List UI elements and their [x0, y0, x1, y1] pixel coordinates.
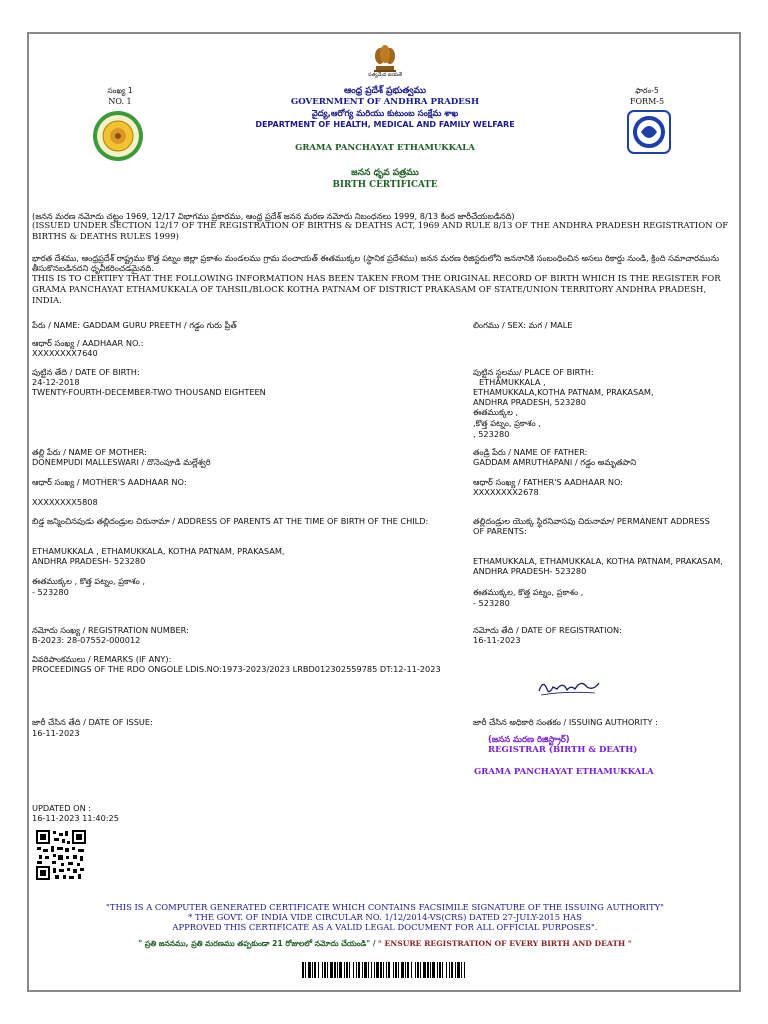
remarks-value: PROCEEDINGS OF THE RDO ONGOLE LDIS.NO:1973-2023/2023 LRBD012302559785 DT:12-11-2023 [32, 664, 441, 674]
sex-value: మగ / MALE [528, 320, 573, 330]
pob-line: ETHAMUKKALA , [479, 377, 546, 387]
address-at-birth-line: ఈతముక్కల , కొత్త పట్నం, ప్రకాశం , [32, 576, 145, 586]
certify-english: THIS IS TO CERTIFY THAT THE FOLLOWING INFORMATION HAS BEEN TAKEN FROM THE ORIGINAL RECORD OF BIRTH WHICH IS THE REGISTER FOR GRAMA PANCHAYAT ETHAMUKKALA OF TAHSIL/BLOCK KOTHA PATNAM OF DISTRICT PRAKASAM OF STATE/UNION TERRITORY ANDHRA PRADESH, INDIA. [32, 274, 721, 306]
department-english: DEPARTMENT OF HEALTH, MEDICAL AND FAMILY WELFARE [255, 120, 515, 129]
certificate-title-english: BIRTH CERTIFICATE [332, 180, 438, 190]
updated-on-value: 16-11-2023 11:40:25 [32, 813, 119, 823]
pob-line: , 523280 [473, 429, 510, 439]
issue-date-label: జారీ చేసిన తేది / DATE OF ISSUE: [32, 717, 153, 727]
qr-code-icon [35, 829, 87, 881]
pob-line: ,కొత్త పట్నం, ప్రకాశం , [473, 418, 541, 428]
national-emblem-icon [370, 42, 400, 74]
registrar-english: REGISTRAR (BIRTH & DEATH) [488, 745, 638, 755]
registration-number-label: నమోదు సంఖ్య / REGISTRATION NUMBER: [32, 625, 189, 635]
department-telugu: వైద్య,ఆరోగ్య మరియు కుటుంబ సంక్షేమ శాఖ [311, 109, 459, 119]
form-telugu: ఫారం-5 [635, 86, 659, 95]
authority-panchayat: GRAMA PANCHAYAT ETHAMUKKALA [474, 767, 654, 777]
footer-computer-generated: "THIS IS A COMPUTER GENERATED CERTIFICATE WHICH CONTAINS FACSIMILE SIGNATURE OF THE ISSUING AUTHORITY" [106, 902, 664, 912]
address-at-birth-line: - 523280 [32, 587, 69, 597]
certificate-title-telugu: జనన ధృవ పత్రము [351, 168, 419, 178]
father-aadhaar-value: XXXXXXXX2678 [473, 487, 539, 497]
name-row [32, 320, 457, 330]
issued-under-telugu: (జనన మరణ నమోదు చట్టం 1969, 12/17 విభాగము ప్రకారము, ఆంధ్ర ప్రదేశ్ జనన మరణ నమోదు నిబంధనలు 1999, 8/13 కింద జారీచేయబడినది) [32, 211, 515, 221]
pob-line: ETHAMUKKALA,KOTHA PATNAM, PRAKASAM, [473, 387, 654, 397]
permanent-address-line: ETHAMUKKALA, ETHAMUKKALA, KOTHA PATNAM, PRAKASAM, [473, 556, 723, 566]
government-english: GOVERNMENT OF ANDHRA PRADESH [290, 97, 480, 107]
name-value: GADDAM GURU PREETH / గడ్డం గురు ప్రీత్ [82, 320, 237, 330]
issue-date-value: 16-11-2023 [32, 728, 80, 738]
ap-state-seal-icon [92, 110, 144, 162]
government-telugu: ఆంధ్ర ప్రదేశ్ ప్రభుత్వము [343, 86, 427, 96]
address-at-birth-line: ANDHRA PRADESH- 523280 [32, 556, 146, 566]
permanent-address-line: - 523280 [473, 598, 510, 608]
updated-on-label: UPDATED ON : [32, 803, 92, 813]
slogan-english: " ENSURE REGISTRATION OF EVERY BIRTH AND DEATH " [377, 939, 632, 948]
name-label: పేరు / NAME: [32, 320, 81, 330]
form-english: FORM-5 [629, 97, 665, 106]
mother-value: DONEMPUDI MALLESWARI / దొనెంపూడి మల్లేశ్వరి [32, 457, 211, 467]
address-at-birth-label: బిడ్డ జన్మించినపుడు తల్లిదండ్రుల చిరునామా / ADDRESS OF PARENTS AT THE TIME OF BIRTH OF THE CHILD: [32, 516, 429, 526]
remarks-label: వివరిపాంకములు / REMARKS (IF ANY): [32, 654, 172, 664]
slogan-telugu: " ప్రతి జననము, ప్రతి మరణము తప్పకుండా 21 రోజులలో నమోదు చేయండి" / [138, 939, 376, 948]
barcode-icon [302, 962, 467, 978]
dob-words: TWENTY-FOURTH-DECEMBER-TWO THOUSAND EIGHTEEN [32, 387, 266, 397]
no-english: NO. 1 [108, 97, 132, 106]
sex-row [473, 320, 723, 330]
no-telugu: సంఖ్య 1 [107, 86, 133, 95]
dob-value: 24-12-2018 [32, 377, 80, 387]
permanent-address-label: తల్లిదండ్రుల యొక్క స్థిరనివాసపు చిరునామా/ PERMANENT ADDRESS OF PARENTS: [473, 516, 710, 536]
footer-approval: APPROVED THIS CERTIFICATE AS A VALID LEGAL DOCUMENT FOR ALL OFFICIAL PURPOSES". [172, 922, 598, 932]
crs-logo-icon [627, 110, 671, 154]
footer-slogan [90, 939, 680, 949]
issued-under-english: (ISSUED UNDER SECTION 12/17 OF THE REGISTRATION OF BIRTHS & DEATHS ACT, 1969 AND RULE 8/13 OF THE ANDHRA PRADESH REGISTRATION OF BIRTHS & DEATHS RULES 1999) [32, 221, 729, 242]
pob-label: పుట్టిన స్థలము/ PLACE OF BIRTH: [473, 367, 594, 377]
pob-line: ANDHRA PRADESH, 523280 [473, 397, 586, 407]
aadhaar-label: ఆధార్ సంఖ్య / AADHAAR NO.: [32, 338, 144, 348]
certify-telugu: భారత దేశము, ఆంధ్రప్రదేశ్ రాష్ట్రము కొత్త పట్నం జిల్లా ప్రకాశం మండలము గ్రామ పంచాయత్ ఈతముక్కల (స్థానిక ప్రదేశము) జనన మరణ రిజిస్టరులోని జననానికి సంబంధించిన అసలు రికార్డు నుండి, క్రింది సమాచారమును తీసుకొనబడినదని ధృవీకరించడమైనది. [32, 253, 720, 273]
address-at-birth-line: ETHAMUKKALA , ETHAMUKKALA, KOTHA PATNAM, PRAKASAM, [32, 546, 285, 556]
emblem-motto: సత్యమేవ జయతే [367, 72, 403, 78]
aadhaar-value: XXXXXXXX7640 [32, 348, 98, 358]
permanent-address-line: ANDHRA PRADESH- 523280 [473, 566, 587, 576]
registration-date-value: 16-11-2023 [473, 635, 521, 645]
mother-aadhaar-value: XXXXXXXX5808 [32, 497, 98, 507]
sex-label: లింగము / SEX: [473, 320, 527, 330]
registration-number-value: B-2023: 28-07552-000012 [32, 635, 141, 645]
father-value: GADDAM AMRUTHAPANI / గడ్డం అమృతపాని [473, 457, 637, 467]
panchayat-title: GRAMA PANCHAYAT ETHAMUKKALA [295, 143, 475, 153]
mother-aadhaar-label: ఆధార్ సంఖ్య / MOTHER'S AADHAAR NO: [32, 477, 187, 487]
father-aadhaar-label: ఆధార్ సంఖ్య / FATHER'S AADHAAR NO: [473, 477, 623, 487]
footer-circular: * THE GOVT. OF INDIA VIDE CIRCULAR NO. 1/12/2014-VS(CRS) DATED 27-JULY-2015 HAS [188, 912, 582, 922]
mother-label: తల్లి పేరు / NAME OF MOTHER: [32, 447, 147, 457]
permanent-address-line: ఈతముక్కల, కొత్త పట్నం, ప్రకాశం , [473, 587, 584, 597]
pob-line: ఈతముక్కల , [473, 407, 519, 417]
father-label: తండ్రి పేరు / NAME OF FATHER: [473, 447, 588, 457]
signature-icon [535, 673, 605, 699]
registrar-telugu: (జనన మరణ రిజిస్ట్రార్) [488, 735, 570, 745]
dob-label: పుట్టిన తేది / DATE OF BIRTH: [32, 367, 140, 377]
issuing-authority-label: జారీ చేసిన అధికారి సంతకం / ISSUING AUTHORITY : [473, 717, 658, 727]
registration-date-label: నమోదు తేది / DATE OF REGISTRATION: [473, 625, 622, 635]
